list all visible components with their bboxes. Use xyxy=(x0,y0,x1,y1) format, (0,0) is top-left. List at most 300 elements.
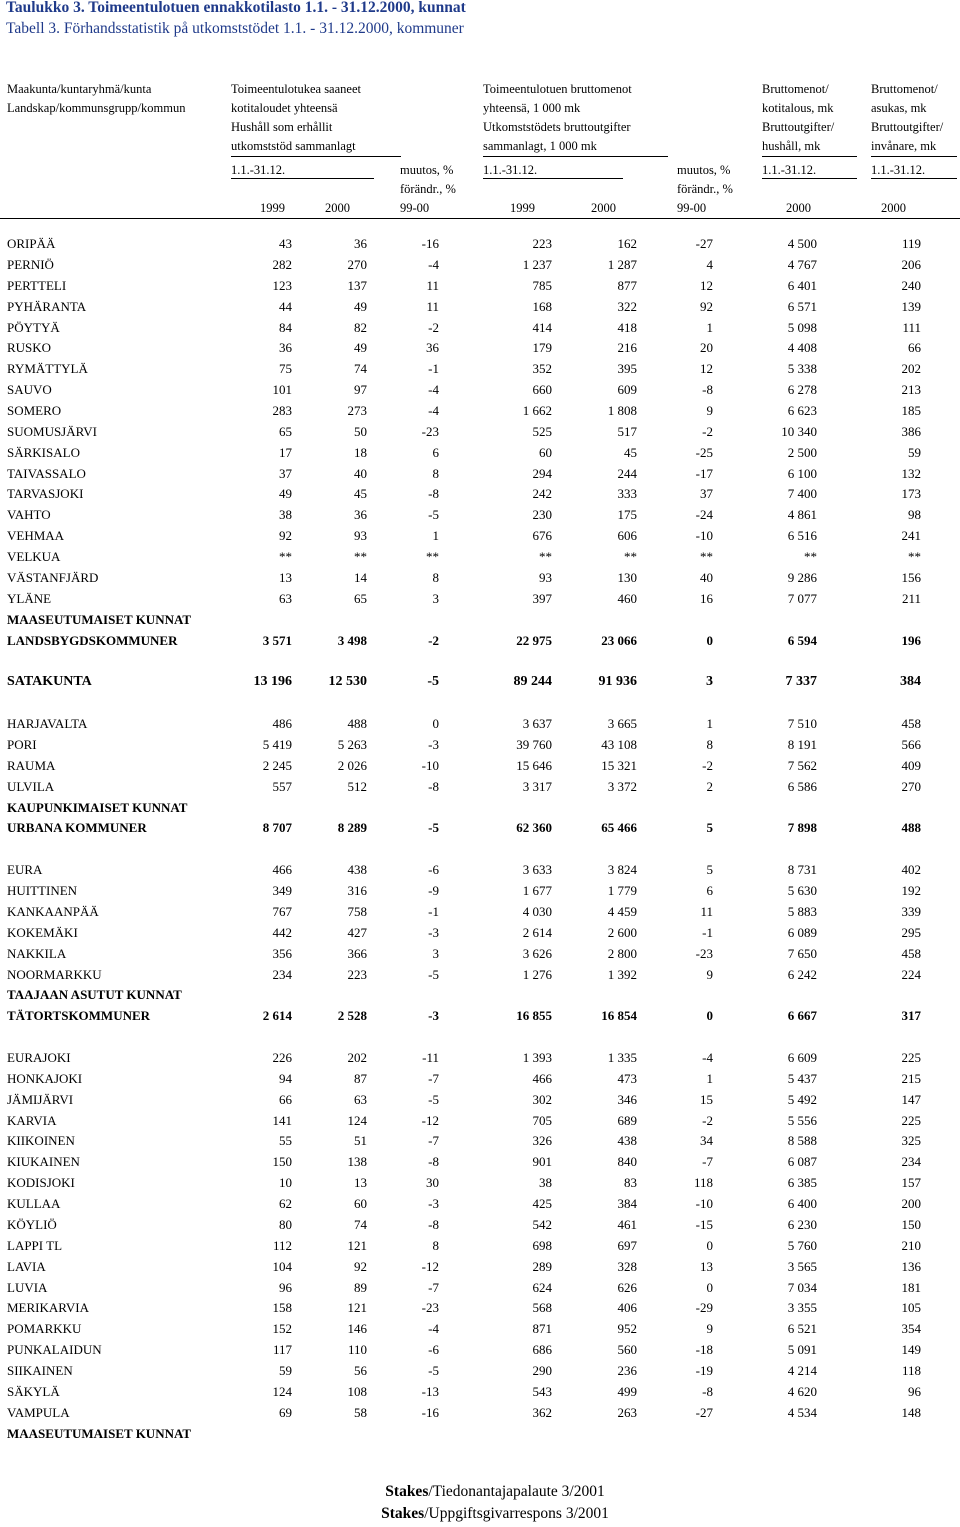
cell-per-resident-2000: 270 xyxy=(901,778,921,794)
cell-households-2000: 74 xyxy=(354,361,367,377)
cell-per-resident-2000: 325 xyxy=(901,1133,921,1149)
cell-per-household-2000: 6 521 xyxy=(787,1321,817,1337)
cell-expenses-2000: 606 xyxy=(617,528,637,544)
cell-per-resident-2000: 111 xyxy=(902,319,921,335)
header-expenses-sv-1: Utkomststödets bruttoutgifter xyxy=(483,120,631,134)
cell-expenses-change: -10 xyxy=(695,1196,713,1211)
cell-expenses-2000: 23 066 xyxy=(601,632,637,648)
cell-households-2000: 512 xyxy=(347,778,367,794)
cell-households-1999: 59 xyxy=(279,1363,292,1378)
table-title-sv: Tabell 3. Förhandsstatistik på utkomststödet 1.1. - 31.12.2000, kommuner xyxy=(6,20,464,37)
cell-expenses-2000: 877 xyxy=(617,277,637,293)
cell-expenses-change: 34 xyxy=(700,1133,713,1149)
cell-households-change: -4 xyxy=(428,1321,439,1337)
cell-expenses-change: 0 xyxy=(706,1008,713,1024)
municipality-name: TARVASJOKI xyxy=(7,486,84,502)
cell-households-change: -7 xyxy=(428,1279,439,1295)
header-change-sv-expenses: förändr., % xyxy=(677,182,733,196)
cell-households-2000: 50 xyxy=(354,423,367,439)
cell-expenses-change: -10 xyxy=(695,528,713,544)
cell-expenses-2000: 328 xyxy=(617,1258,637,1274)
header-rule-period-per-resident xyxy=(871,178,957,179)
cell-per-household-2000: 6 667 xyxy=(787,1008,817,1024)
cell-per-resident-2000: 225 xyxy=(901,1049,921,1065)
cell-expenses-1999: 466 xyxy=(532,1070,552,1086)
cell-per-household-2000: 7 650 xyxy=(787,945,817,961)
table-row xyxy=(0,737,960,757)
cell-expenses-change: 16 xyxy=(700,590,713,606)
cell-households-2000: 92 xyxy=(354,1258,367,1274)
cell-households-change: -6 xyxy=(428,862,439,878)
cell-expenses-1999: 2 614 xyxy=(522,924,552,940)
cell-expenses-2000: 91 936 xyxy=(598,674,637,690)
table-row xyxy=(0,1113,960,1133)
cell-households-1999: 17 xyxy=(279,444,292,460)
cell-expenses-2000: 460 xyxy=(617,590,637,606)
cell-per-household-2000: 6 609 xyxy=(787,1049,817,1065)
cell-households-1999: ** xyxy=(279,549,292,564)
cell-per-resident-2000: 173 xyxy=(901,486,921,502)
cell-households-2000: 108 xyxy=(347,1383,367,1399)
cell-expenses-1999: 3 633 xyxy=(522,862,552,878)
cell-households-2000: 110 xyxy=(347,1342,367,1358)
cell-per-resident-2000: 488 xyxy=(901,820,921,836)
cell-households-2000: 51 xyxy=(354,1133,367,1149)
cell-per-household-2000: 6 623 xyxy=(787,403,817,418)
cell-expenses-change: -15 xyxy=(695,1216,713,1232)
cell-households-change: -3 xyxy=(428,736,439,752)
cell-expenses-2000: 3 372 xyxy=(607,778,637,794)
table-row xyxy=(0,340,960,360)
cell-households-change: -5 xyxy=(428,1091,439,1107)
cell-per-resident-2000: 241 xyxy=(901,528,921,544)
cell-households-change: -2 xyxy=(428,319,439,335)
table-row xyxy=(0,1133,960,1153)
cell-expenses-change: 92 xyxy=(700,298,713,314)
cell-expenses-1999: 785 xyxy=(532,277,552,293)
cell-expenses-1999: 289 xyxy=(532,1258,552,1274)
cell-households-2000: 18 xyxy=(354,444,367,460)
table-row xyxy=(0,528,960,548)
cell-households-1999: 356 xyxy=(272,945,292,961)
cell-households-change: -8 xyxy=(428,1216,439,1232)
cell-expenses-change: 3 xyxy=(706,674,713,690)
header-rule-expenses xyxy=(483,156,668,157)
cell-households-change: 3 xyxy=(432,945,439,961)
cell-households-change: -8 xyxy=(428,778,439,794)
header-expenses-fi-2: yhteensä, 1 000 mk xyxy=(483,101,581,115)
cell-expenses-1999: 686 xyxy=(532,1342,552,1358)
cell-households-2000: 93 xyxy=(354,528,367,544)
cell-households-1999: 234 xyxy=(272,966,292,982)
cell-expenses-1999: 89 244 xyxy=(513,674,552,690)
cell-expenses-2000: 626 xyxy=(617,1279,637,1295)
header-change-years-expenses: 99-00 xyxy=(677,201,707,215)
footer-org-sv: Stakes xyxy=(381,1505,425,1522)
cell-per-household-2000: 6 401 xyxy=(787,277,817,293)
municipality-name: ORIPÄÄ xyxy=(7,236,56,251)
table-title-fi: Taulukko 3. Toimeentulotuen ennakkotilasto 1.1. - 31.12.2000, kunnat xyxy=(6,0,466,16)
table-row xyxy=(0,716,960,736)
cell-households-1999: 55 xyxy=(279,1133,292,1149)
header-period-households: 1.1.-31.12. xyxy=(231,163,286,177)
cell-households-1999: 124 xyxy=(272,1383,292,1399)
table-row xyxy=(0,758,960,778)
cell-households-1999: 5 419 xyxy=(262,736,292,752)
cell-expenses-1999: 3 637 xyxy=(522,716,552,731)
cell-expenses-1999: 4 030 xyxy=(522,903,552,919)
cell-households-change: -12 xyxy=(421,1112,439,1128)
cell-households-change: 0 xyxy=(432,716,439,731)
cell-expenses-1999: 871 xyxy=(532,1321,552,1337)
cell-expenses-change: 9 xyxy=(706,1321,713,1337)
cell-per-resident-2000: 118 xyxy=(901,1363,921,1378)
cell-expenses-change: 15 xyxy=(700,1091,713,1107)
cell-expenses-1999: 1 237 xyxy=(522,256,552,272)
cell-expenses-2000: 1 779 xyxy=(607,883,637,898)
header-year-1999-households: 1999 xyxy=(260,201,285,215)
table-row xyxy=(0,800,960,820)
municipality-name: SATAKUNTA xyxy=(7,674,92,690)
cell-households-1999: 282 xyxy=(272,256,292,272)
cell-households-change: -9 xyxy=(428,883,439,898)
municipality-name: VELKUA xyxy=(7,549,61,564)
cell-per-household-2000: 4 500 xyxy=(787,236,817,251)
cell-households-1999: 49 xyxy=(279,486,292,502)
cell-households-change: -10 xyxy=(421,757,439,773)
table-row xyxy=(0,299,960,319)
cell-households-2000: 87 xyxy=(354,1070,367,1086)
municipality-name: HONKAJOKI xyxy=(7,1070,83,1086)
cell-households-2000: 202 xyxy=(347,1049,367,1065)
cell-households-change: 3 xyxy=(432,590,439,606)
cell-expenses-2000: 1 392 xyxy=(607,966,637,982)
cell-households-1999: 94 xyxy=(279,1070,292,1086)
municipality-name: RAUMA xyxy=(7,757,56,773)
cell-households-2000: 12 530 xyxy=(328,674,367,690)
cell-expenses-change: -27 xyxy=(695,236,713,251)
cell-expenses-change: -1 xyxy=(702,924,713,940)
cell-expenses-change: 1 xyxy=(706,716,713,731)
cell-households-2000: 121 xyxy=(347,1300,367,1316)
cell-expenses-2000: 16 854 xyxy=(601,1008,637,1024)
cell-expenses-1999: 22 975 xyxy=(516,632,552,648)
municipality-name: VEHMAA xyxy=(7,528,65,544)
cell-expenses-1999: 3 317 xyxy=(522,778,552,794)
cell-households-change: ** xyxy=(426,549,439,564)
cell-households-2000: 63 xyxy=(354,1091,367,1107)
municipality-name: TAIVASSALO xyxy=(7,465,86,481)
cell-expenses-1999: 425 xyxy=(532,1196,552,1211)
cell-expenses-change: 6 xyxy=(706,883,713,898)
cell-households-1999: 3 571 xyxy=(262,632,292,648)
cell-households-2000: 5 263 xyxy=(337,736,367,752)
header-region-sv: Landskap/kommunsgrupp/kommun xyxy=(7,101,186,115)
cell-per-resident-2000: 386 xyxy=(901,423,921,439)
cell-expenses-change: -25 xyxy=(695,444,713,460)
cell-per-household-2000: 4 861 xyxy=(787,507,817,523)
municipality-name: PORI xyxy=(7,736,37,752)
cell-per-household-2000: 5 883 xyxy=(787,903,817,919)
cell-expenses-change: -2 xyxy=(702,423,713,439)
cell-households-2000: 366 xyxy=(347,945,367,961)
cell-expenses-1999: 568 xyxy=(532,1300,552,1316)
cell-per-household-2000: 6 087 xyxy=(787,1154,817,1170)
cell-households-change: -23 xyxy=(421,423,439,439)
cell-households-change: 8 xyxy=(432,1237,439,1253)
cell-households-2000: 82 xyxy=(354,319,367,335)
municipality-name: PUNKALAIDUN xyxy=(7,1342,102,1358)
cell-households-2000: 13 xyxy=(354,1175,367,1191)
cell-per-resident-2000: 150 xyxy=(901,1216,921,1232)
cell-expenses-2000: 4 459 xyxy=(607,903,637,919)
header-expenses-fi-1: Toimeentulotuen bruttomenot xyxy=(483,82,632,96)
cell-households-2000: 758 xyxy=(347,903,367,919)
header-households-sv-2: utkomststöd sammanlagt xyxy=(231,139,356,153)
municipality-name: MERIKARVIA xyxy=(7,1300,90,1316)
cell-households-1999: 466 xyxy=(272,862,292,878)
cell-households-change: 6 xyxy=(432,444,439,460)
cell-expenses-2000: 609 xyxy=(617,382,637,398)
cell-per-resident-2000: 213 xyxy=(901,382,921,398)
cell-households-1999: 92 xyxy=(279,528,292,544)
cell-per-household-2000: 5 091 xyxy=(787,1342,817,1358)
cell-expenses-2000: 65 466 xyxy=(601,820,637,836)
cell-expenses-2000: 45 xyxy=(624,444,637,460)
cell-per-resident-2000: 156 xyxy=(901,569,921,585)
header-per-resident-fi-1: Bruttomenot/ xyxy=(871,82,938,96)
cell-expenses-2000: 560 xyxy=(617,1342,637,1358)
municipality-name: KODISJOKI xyxy=(7,1175,75,1191)
table-row xyxy=(0,1363,960,1383)
cell-per-household-2000: 7 034 xyxy=(787,1279,817,1295)
cell-households-2000: 273 xyxy=(347,403,367,418)
cell-per-resident-2000: 566 xyxy=(901,736,921,752)
header-year-2000-per-household: 2000 xyxy=(786,201,811,215)
table-row xyxy=(0,424,960,444)
cell-expenses-change: 5 xyxy=(706,862,713,878)
cell-households-change: 8 xyxy=(432,569,439,585)
cell-households-change: -8 xyxy=(428,1154,439,1170)
cell-households-change: -3 xyxy=(428,1196,439,1211)
cell-per-household-2000: 8 588 xyxy=(787,1133,817,1149)
cell-households-1999: 123 xyxy=(272,277,292,293)
cell-households-1999: 80 xyxy=(279,1216,292,1232)
cell-per-resident-2000: ** xyxy=(908,549,921,564)
cell-expenses-2000: 3 824 xyxy=(607,862,637,878)
cell-per-household-2000: 4 214 xyxy=(787,1363,817,1378)
table-row xyxy=(0,1280,960,1300)
cell-expenses-change: 4 xyxy=(706,256,713,272)
municipality-name: TAAJAAN ASUTUT KUNNAT xyxy=(7,987,182,1003)
cell-per-resident-2000: 66 xyxy=(908,340,921,356)
cell-expenses-2000: 1 335 xyxy=(607,1049,637,1065)
cell-per-resident-2000: 119 xyxy=(901,236,921,251)
cell-expenses-1999: 230 xyxy=(532,507,552,523)
table-row xyxy=(0,925,960,945)
cell-expenses-1999: 660 xyxy=(532,382,552,398)
municipality-name: SÄKYLÄ xyxy=(7,1383,60,1399)
cell-per-household-2000: 5 630 xyxy=(787,883,817,898)
cell-households-1999: 69 xyxy=(279,1404,292,1420)
cell-per-household-2000: 5 556 xyxy=(787,1112,817,1128)
cell-per-household-2000: 7 562 xyxy=(787,757,817,773)
cell-households-change: -3 xyxy=(428,1008,439,1024)
cell-households-1999: 150 xyxy=(272,1154,292,1170)
cell-per-resident-2000: 149 xyxy=(901,1342,921,1358)
cell-households-1999: 38 xyxy=(279,507,292,523)
cell-expenses-2000: 162 xyxy=(617,236,637,251)
cell-households-2000: 138 xyxy=(347,1154,367,1170)
municipality-name: VAMPULA xyxy=(7,1404,70,1420)
header-per-resident-fi-2: asukas, mk xyxy=(871,101,927,115)
cell-per-household-2000: 6 089 xyxy=(787,924,817,940)
cell-per-household-2000: 6 586 xyxy=(787,778,817,794)
cell-expenses-2000: 346 xyxy=(617,1091,637,1107)
cell-per-resident-2000: 458 xyxy=(901,945,921,961)
cell-households-change: -23 xyxy=(421,1300,439,1316)
header-change-sv-households: förändr., % xyxy=(400,182,456,196)
cell-expenses-1999: 543 xyxy=(532,1383,552,1399)
cell-per-household-2000: 4 620 xyxy=(787,1383,817,1399)
cell-expenses-2000: 216 xyxy=(617,340,637,356)
cell-households-change: -1 xyxy=(428,903,439,919)
cell-expenses-1999: 93 xyxy=(539,569,552,585)
table-row xyxy=(0,257,960,277)
cell-households-2000: 3 498 xyxy=(337,632,367,648)
table-row xyxy=(0,779,960,799)
cell-expenses-2000: 236 xyxy=(617,1363,637,1378)
cell-expenses-1999: 290 xyxy=(532,1363,552,1378)
cell-households-2000: 74 xyxy=(354,1216,367,1232)
header-per-household-sv-1: Bruttoutgifter/ xyxy=(762,120,835,134)
cell-expenses-2000: 418 xyxy=(617,319,637,335)
cell-per-resident-2000: 206 xyxy=(901,256,921,272)
cell-households-1999: 117 xyxy=(272,1342,292,1358)
cell-expenses-change: ** xyxy=(700,549,713,564)
table-row xyxy=(0,570,960,590)
table-row xyxy=(0,1238,960,1258)
cell-per-resident-2000: 181 xyxy=(901,1279,921,1295)
table-row xyxy=(0,883,960,903)
cell-households-2000: 36 xyxy=(354,236,367,251)
cell-per-resident-2000: 202 xyxy=(901,361,921,377)
cell-per-resident-2000: 458 xyxy=(901,716,921,731)
cell-households-2000: 36 xyxy=(354,507,367,523)
cell-per-resident-2000: 136 xyxy=(901,1258,921,1274)
footer-line-fi xyxy=(0,1483,960,1501)
cell-households-change: -5 xyxy=(428,1363,439,1378)
cell-per-resident-2000: 215 xyxy=(901,1070,921,1086)
cell-per-household-2000: 5 338 xyxy=(787,361,817,377)
municipality-name: JÄMIJÄRVI xyxy=(7,1091,74,1107)
cell-households-1999: 442 xyxy=(272,924,292,940)
table-row xyxy=(0,967,960,987)
cell-expenses-2000: 438 xyxy=(617,1133,637,1149)
cell-per-household-2000: 3 355 xyxy=(787,1300,817,1316)
header-change-years-households: 99-00 xyxy=(400,201,430,215)
cell-expenses-1999: 698 xyxy=(532,1237,552,1253)
cell-per-resident-2000: 402 xyxy=(901,862,921,878)
table-row xyxy=(0,320,960,340)
cell-expenses-1999: 352 xyxy=(532,361,552,377)
table-row xyxy=(0,1071,960,1091)
cell-expenses-2000: 689 xyxy=(617,1112,637,1128)
table-row xyxy=(0,278,960,298)
cell-households-1999: 10 xyxy=(279,1175,292,1191)
cell-expenses-change: -2 xyxy=(702,1112,713,1128)
cell-expenses-1999: 223 xyxy=(532,236,552,251)
cell-expenses-change: 0 xyxy=(706,632,713,648)
cell-households-change: -4 xyxy=(428,403,439,418)
cell-per-resident-2000: 225 xyxy=(901,1112,921,1128)
table-row xyxy=(0,1405,960,1425)
municipality-name: RYMÄTTYLÄ xyxy=(7,361,88,377)
cell-households-change: -7 xyxy=(428,1070,439,1086)
header-rule-period-expenses xyxy=(483,178,623,179)
cell-expenses-1999: 38 xyxy=(539,1175,552,1191)
table-row xyxy=(0,1321,960,1341)
cell-per-resident-2000: 132 xyxy=(901,465,921,481)
header-year-2000-expenses: 2000 xyxy=(591,201,616,215)
cell-households-2000: 45 xyxy=(354,486,367,502)
cell-households-2000: 14 xyxy=(354,569,367,585)
cell-per-resident-2000: 200 xyxy=(901,1196,921,1211)
cell-households-2000: 8 289 xyxy=(337,820,367,836)
cell-expenses-2000: ** xyxy=(624,549,637,564)
cell-per-household-2000: 7 898 xyxy=(787,820,817,836)
cell-expenses-change: -2 xyxy=(702,757,713,773)
cell-expenses-2000: 130 xyxy=(617,569,637,585)
cell-expenses-2000: 1 808 xyxy=(607,403,637,418)
cell-expenses-change: 118 xyxy=(693,1175,713,1191)
cell-expenses-change: -27 xyxy=(695,1404,713,1420)
table-row xyxy=(0,1259,960,1279)
cell-expenses-2000: 333 xyxy=(617,486,637,502)
municipality-name: KIIKOINEN xyxy=(7,1133,75,1149)
cell-per-resident-2000: 59 xyxy=(908,444,921,460)
cell-per-household-2000: 2 500 xyxy=(787,444,817,460)
cell-households-change: -7 xyxy=(428,1133,439,1149)
table-row xyxy=(0,236,960,256)
cell-expenses-2000: 263 xyxy=(617,1404,637,1420)
table-row xyxy=(0,591,960,611)
cell-households-2000: 89 xyxy=(354,1279,367,1295)
cell-households-2000: ** xyxy=(354,549,367,564)
cell-expenses-change: 2 xyxy=(706,778,713,794)
cell-per-household-2000: 8 731 xyxy=(787,862,817,878)
table-row xyxy=(0,633,960,653)
cell-per-household-2000: 4 767 xyxy=(787,256,817,272)
cell-households-1999: 37 xyxy=(279,465,292,481)
cell-per-resident-2000: 147 xyxy=(901,1091,921,1107)
header-households-fi-2: kotitaloudet yhteensä xyxy=(231,101,338,115)
cell-expenses-2000: 322 xyxy=(617,298,637,314)
cell-households-change: -16 xyxy=(421,1404,439,1420)
cell-households-change: -4 xyxy=(428,256,439,272)
cell-expenses-2000: 952 xyxy=(617,1321,637,1337)
cell-expenses-change: 0 xyxy=(706,1279,713,1295)
cell-per-resident-2000: 295 xyxy=(901,924,921,940)
cell-households-2000: 2 026 xyxy=(337,757,367,773)
municipality-name: LANDSBYGDSKOMMUNER xyxy=(7,632,178,648)
municipality-name: EURAJOKI xyxy=(7,1049,71,1065)
municipality-name: KARVIA xyxy=(7,1112,57,1128)
cell-households-2000: 146 xyxy=(347,1321,367,1337)
cell-per-household-2000: 8 191 xyxy=(787,736,817,752)
cell-expenses-change: 8 xyxy=(706,736,713,752)
table-row xyxy=(0,862,960,882)
